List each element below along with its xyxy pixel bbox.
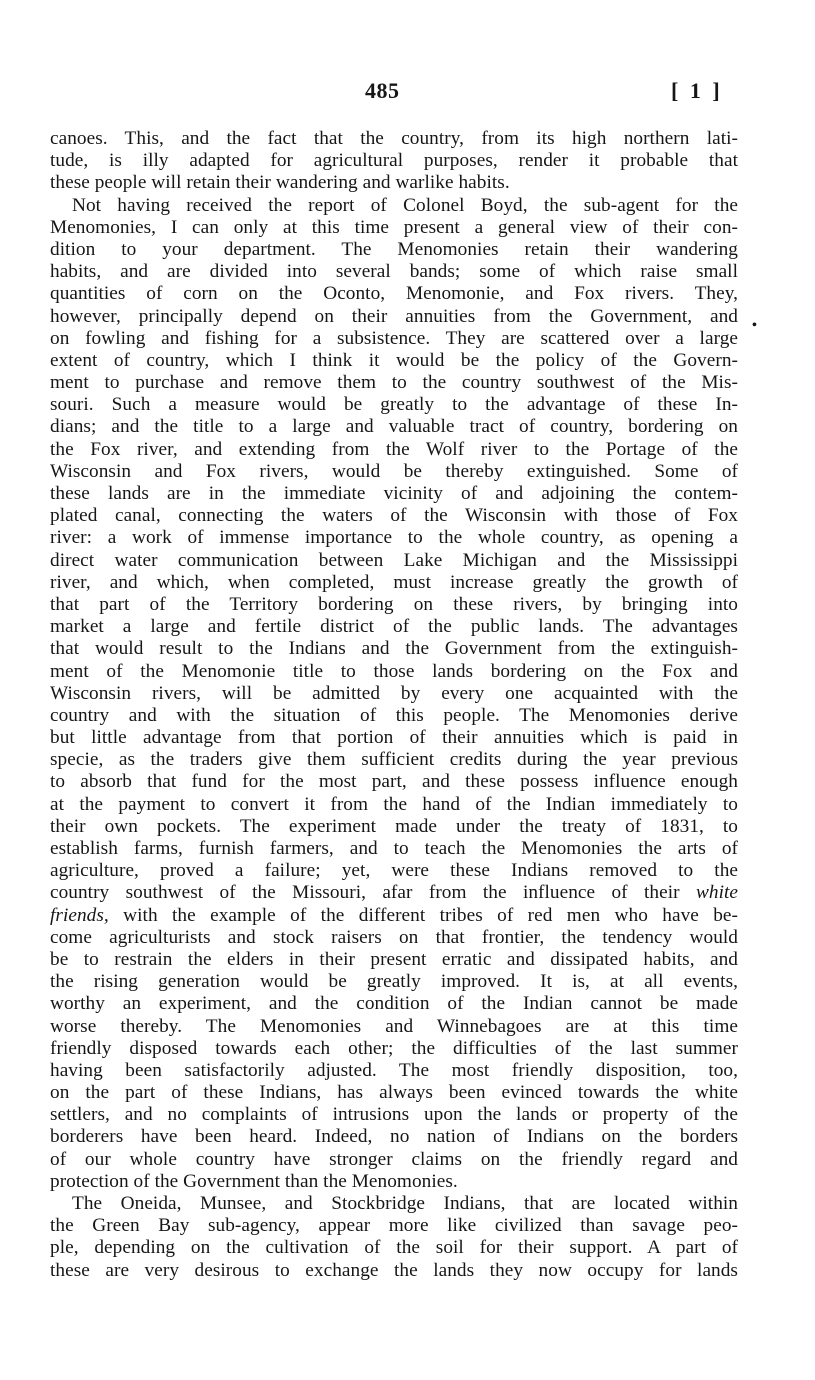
text-segment: country southwest of the Missouri, afar from the influence of their <box>50 882 680 904</box>
text-line: on the part of these Indians, has always been evinced towards the white <box>50 1082 738 1104</box>
text-line: the rising generation would be greatly improved. It is, at all events, <box>50 971 738 993</box>
text-line: the Fox river, and extending from the Wolf river to the Portage of the <box>50 438 738 460</box>
text-line: establish farms, furnish farmers, and to teach the Menomonies the arts of <box>50 838 738 859</box>
text-line: river: a work of immense importance to the whole country, as opening a <box>50 527 738 549</box>
text-line: dians; and the title to a large and valuable tract of country, bordering on <box>50 416 738 438</box>
text-line: tude, is illy adapted for agricultural purposes, render it probable that <box>50 150 738 172</box>
text-line: these lands are in the immediate vicinity of and adjoining the contem- <box>50 483 738 504</box>
text-line: ple, depending on the cultivation of the soil for their support. A part of <box>50 1237 738 1259</box>
paragraph-start-line: The Oneida, Munsee, and Stockbridge Indians, that are located within <box>72 1193 738 1214</box>
text-line: country and with the situation of this people. The Menomonies derive <box>50 704 738 726</box>
text-line: the Green Bay sub-agency, appear more like civilized than savage peo- <box>50 1215 738 1237</box>
text-line: worthy an experiment, and the condition of the Indian cannot be made <box>50 993 738 1015</box>
text-line: on fowling and fishing for a subsistence. They are scattered over a large <box>50 327 738 349</box>
text-line: these are very desirous to exchange the lands they now occupy for lands <box>50 1259 738 1281</box>
text-line: be to restrain the elders in their present erratic and dissipated habits, and <box>50 948 738 970</box>
text-line: Wisconsin and Fox rivers, would be thereby extinguished. Some of <box>50 460 738 482</box>
text-line: but little advantage from that portion of their annuities which is paid in <box>50 727 738 749</box>
text-line: however, principally depend on their annuities from the Government, and <box>50 305 738 327</box>
text-line: ment of the Menomonie title to those lands bordering on the Fox and <box>50 660 738 682</box>
margin-mark: • <box>752 318 757 333</box>
text-line: extent of country, which I think it would be the policy of the Govern- <box>50 349 738 371</box>
text-line: Menomonies, I can only at this time present a general view of their con- <box>50 216 738 238</box>
body-text <box>50 128 738 1282</box>
text-line: plated canal, connecting the waters of the Wisconsin with those of Fox <box>50 505 738 527</box>
document-number: [ 1 ] <box>671 78 723 103</box>
text-line: dition to your department. The Menomonies retain their wandering <box>50 238 738 260</box>
text-line: settlers, and no complaints of intrusions upon the lands or property of the <box>50 1104 738 1126</box>
text-line: of our whole country have stronger claims on the friendly regard and <box>50 1148 738 1170</box>
text-line: river, and which, when completed, must increase greatly the growth of <box>50 571 738 593</box>
page-header <box>0 78 815 106</box>
page-number: 485 <box>365 78 400 103</box>
text-line: Wisconsin rivers, will be admitted by every one acquainted with the <box>50 682 738 704</box>
text-line: agriculture, proved a failure; yet, were these Indians removed to the <box>50 860 738 882</box>
text-line: friendly disposed towards each other; the difficulties of the last summer <box>50 1037 738 1059</box>
text-line: canoes. This, and the fact that the country, from its high northern lati- <box>50 128 738 149</box>
text-line: having been satisfactorily adjusted. The most friendly disposition, too, <box>50 1059 738 1081</box>
text-line: quantities of corn on the Oconto, Menomonie, and Fox rivers. They, <box>50 283 738 305</box>
text-line-with-italic <box>50 882 738 904</box>
italic-word: friends, <box>50 904 109 926</box>
text-line: at the payment to convert it from the hand of the Indian immediately to <box>50 793 738 815</box>
text-line: come agriculturists and stock raisers on that frontier, the tendency would <box>50 926 738 948</box>
text-line: these people will retain their wandering and warlike habits. <box>50 172 510 194</box>
text-line: to absorb that fund for the most part, and these possess influence enough <box>50 771 738 793</box>
text-line: market a large and fertile district of the public lands. The advantages <box>50 616 738 638</box>
text-line: their own pockets. The experiment made under the treaty of 1831, to <box>50 815 738 837</box>
text-line: that part of the Territory bordering on these rivers, by bringing into <box>50 593 738 615</box>
paragraph-start-line: Not having received the report of Colonel Boyd, the sub-agent for the <box>72 194 738 216</box>
text-line-with-italic <box>50 905 738 927</box>
text-line: that would result to the Indians and the Government from the extinguish- <box>50 638 738 660</box>
text-line: souri. Such a measure would be greatly to the advantage of these In- <box>50 394 738 416</box>
text-line: borderers have been heard. Indeed, no nation of Indians on the borders <box>50 1126 738 1148</box>
text-line: direct water communication between Lake Michigan and the Mississippi <box>50 549 738 571</box>
text-line: specie, as the traders give them sufficient credits during the year previous <box>50 749 738 771</box>
text-line: ment to purchase and remove them to the country southwest of the Mis- <box>50 372 738 394</box>
text-line: worse thereby. The Menomonies and Winnebagoes are at this time <box>50 1015 738 1037</box>
italic-word: white <box>695 882 739 904</box>
text-segment: with the example of the different tribes of red men who have be- <box>123 904 739 926</box>
text-line: protection of the Government than the Menomonies. <box>50 1170 458 1192</box>
text-line: habits, and are divided into several bands; some of which raise small <box>50 261 738 283</box>
